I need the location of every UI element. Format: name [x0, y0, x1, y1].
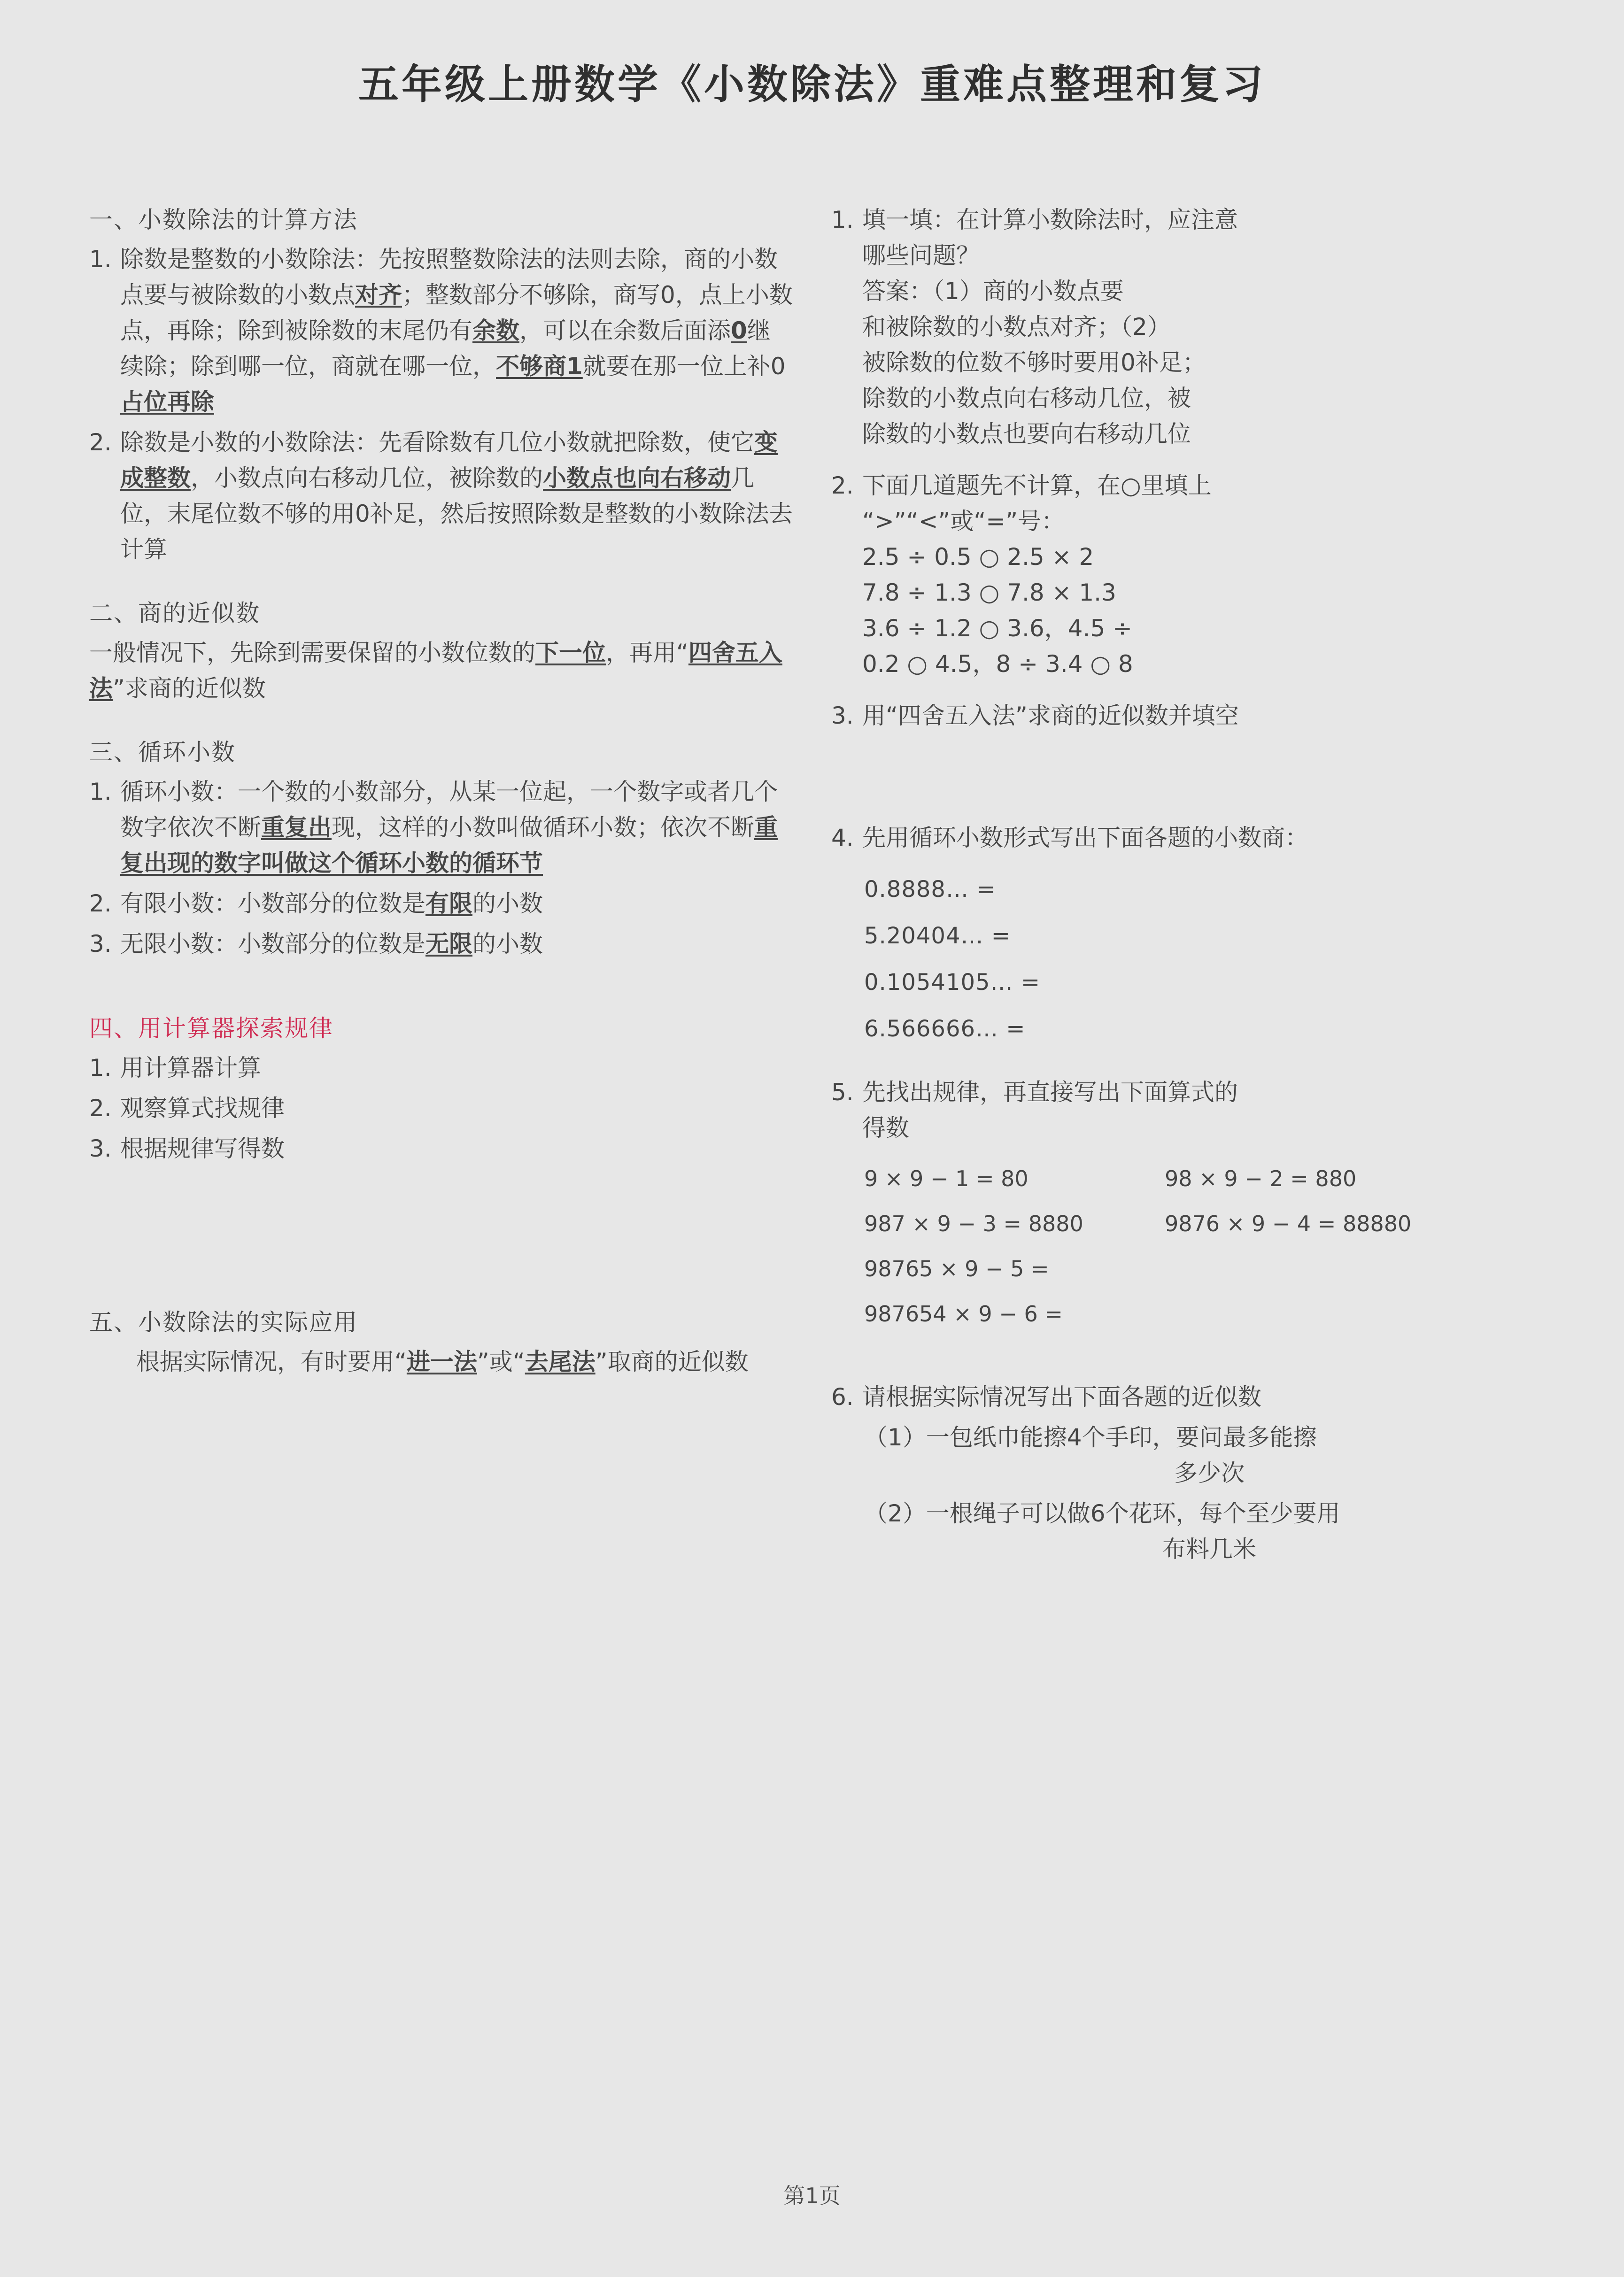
- equation-row: [831, 1208, 1554, 1241]
- text-run-underline: 重复出: [261, 814, 332, 841]
- text-run-underline: 去尾法: [525, 1348, 595, 1375]
- list-item: [831, 1074, 1554, 1146]
- item-text: [862, 1379, 1554, 1415]
- text-run: 有限小数：小数部分的位数是: [120, 890, 425, 917]
- section-5: [89, 1304, 794, 1380]
- text-line: 请根据实际情况写出下面各题的近似数: [862, 1383, 1261, 1411]
- item-number: 2.: [831, 472, 854, 499]
- item-number: 6.: [831, 1383, 854, 1411]
- section-2-heading: 二、商的近似数: [89, 600, 260, 627]
- text-line: 布料几米: [1162, 1536, 1256, 1563]
- item-number: 1.: [831, 206, 854, 233]
- item-number: 5.: [831, 1078, 854, 1106]
- section-4-heading: 四、用计算器探索规律: [89, 1015, 333, 1042]
- item-text: [120, 425, 794, 567]
- text-run: 则去除，商的小数点要与被除数的小数点: [120, 246, 778, 309]
- text-run: 就要在那一位上补: [582, 353, 771, 380]
- list-item: [831, 202, 1554, 452]
- equation: 9876 × 9 − 4 = 88880: [1165, 1211, 1412, 1236]
- text-run: 0: [770, 353, 786, 380]
- list-item: [89, 241, 794, 420]
- text-line: 和被除数的小数点对齐；（2）: [862, 313, 1171, 340]
- list-item: [89, 1131, 794, 1166]
- text-line: 答案：（1）商的小数点要: [862, 278, 1124, 305]
- text-run-underline: 下一位: [535, 639, 606, 666]
- section-5-paragraph: [89, 1344, 794, 1380]
- item-text: [862, 468, 1554, 682]
- text-run: 数点，再除；除到被除数的末尾仍有: [120, 281, 793, 344]
- list-item: [831, 1379, 1554, 1415]
- text-line: 填一填：在计算小数除法时，应注意: [862, 206, 1238, 233]
- item-text: [862, 202, 1554, 452]
- section-2-paragraph: [89, 635, 794, 706]
- text-run: 求商的近似数: [124, 675, 266, 702]
- item-text: [864, 1420, 1554, 1491]
- exercise-3: [831, 698, 1554, 733]
- text-run-underline: 余数: [472, 317, 519, 344]
- sub-list-item: [831, 1496, 1554, 1567]
- exercise-2: [831, 468, 1554, 682]
- text-run-underline: 进一法: [406, 1348, 477, 1375]
- text-run: 无限小数：小数部分的位数是: [120, 930, 425, 957]
- section-2: [89, 595, 794, 706]
- text-line: “>”“<”或“=”号：: [862, 508, 1065, 535]
- item-text: [862, 1074, 1554, 1146]
- section-3: [89, 734, 794, 962]
- section-1: [89, 202, 794, 567]
- left-column: [89, 202, 794, 1396]
- equation: 0.1054105… =: [864, 969, 1041, 996]
- exercise-6: [831, 1379, 1554, 1567]
- list-item: [831, 698, 1554, 733]
- text-run-underline: 0: [731, 317, 747, 344]
- text-run: 除数是小数的小数除法：先看除数有几位小数: [120, 429, 590, 456]
- text-line: （1）一包纸巾能擦4个手印，要问最多能擦: [864, 1424, 1317, 1451]
- equation: 5.20404… =: [864, 922, 1011, 949]
- item-text: 用计算器计算: [120, 1054, 261, 1081]
- item-text: [120, 926, 794, 962]
- list-item: [89, 774, 794, 881]
- text-run: 继续除；除到哪一位，: [120, 317, 771, 380]
- text-line: 2.5 ÷ 0.5 ○ 2.5 × 2: [862, 543, 1094, 571]
- text-run-underline: 变成整数: [120, 429, 778, 492]
- section-1-heading: 一、小数除法的计算方法: [89, 206, 358, 233]
- text-run-underline: 无限: [425, 930, 472, 957]
- text-line: 被除数的位数不够时要用0补足；: [862, 349, 1206, 376]
- text-run: 商就在哪一位，: [332, 353, 496, 380]
- equation: [1165, 1298, 1554, 1331]
- section-4: [89, 1011, 794, 1166]
- page-footer: 第1页: [783, 2183, 841, 2208]
- text-line: 3.6 ÷ 1.2 ○ 3.6，4.5 ÷: [862, 615, 1132, 642]
- equation: 98 × 9 − 2 = 880: [1165, 1166, 1357, 1191]
- exercise-1: [831, 202, 1554, 452]
- text-run: 起，一个数字或者几个数字依次不断: [120, 778, 778, 841]
- list-item: [89, 926, 794, 962]
- item-number: 3.: [89, 1135, 112, 1162]
- equation: 98765 × 9 − 5 =: [864, 1256, 1049, 1281]
- item-number: 2.: [89, 429, 112, 456]
- item-text: [120, 241, 794, 420]
- text-run-underline: 对齐: [355, 281, 402, 309]
- sub-list-item: [831, 1420, 1554, 1491]
- text-run: 的小数: [472, 890, 543, 917]
- list-item: [831, 468, 1554, 682]
- text-run: ；整数部分不够除，商写0，点上小: [402, 281, 769, 309]
- text-run: 除数是整数的小数除法去计算: [120, 500, 793, 563]
- list-item: [89, 1050, 794, 1086]
- text-line: （2）一根绳子可以做6个花环，每个至少要用: [864, 1500, 1340, 1528]
- equation-row: [831, 1298, 1554, 1331]
- text-run-underline: 小数点也向右移动: [543, 464, 731, 492]
- list-item: [89, 886, 794, 921]
- item-text: 先用循环小数形式写出下面各题的小数商：: [862, 824, 1308, 851]
- text-run: 右移动几位，被除数的: [308, 464, 543, 492]
- text-run-underline: 重复出现的数字叫做这个循环小数的循环节: [120, 814, 778, 877]
- text-run: ，小数点向: [191, 464, 308, 492]
- text-line: 除数的小数点也要向右移动几位: [862, 420, 1191, 448]
- item-text: [864, 1496, 1554, 1567]
- text-run: ”或“: [477, 1348, 525, 1375]
- item-number: 1.: [89, 1054, 112, 1081]
- item-number: 2.: [89, 890, 112, 917]
- text-run-underline: 不够商1: [496, 353, 583, 380]
- item-number: 4.: [831, 824, 854, 851]
- item-text: [120, 774, 794, 881]
- list-item: [831, 820, 1554, 856]
- text-line: 多少次: [1174, 1459, 1245, 1487]
- text-run: 的小数: [472, 930, 543, 957]
- text-run-underline: 四舍五入法: [89, 639, 782, 702]
- text-run: 现，这样的小数叫做循环小数；依次不断: [332, 814, 754, 841]
- text-run: 根据实际情况，有时要用“: [136, 1348, 407, 1375]
- exercise-4: [831, 820, 1554, 1046]
- exercise-5: [831, 1074, 1554, 1331]
- text-run: 除数是整数的小数除法：先按照整数除法的法: [120, 246, 590, 273]
- item-number: 1.: [89, 246, 112, 273]
- text-line: 先找出规律，再直接写出下面算式的: [862, 1078, 1238, 1106]
- equation: 987654 × 9 − 6 =: [864, 1301, 1063, 1327]
- item-text: 观察算式找规律: [120, 1095, 285, 1122]
- text-line: 哪些问题？: [862, 242, 980, 269]
- equation-row: [831, 1253, 1554, 1286]
- text-run: ，再用“: [606, 639, 688, 666]
- text-run: 几位，末尾位数不够的用0补足，然后按照: [120, 464, 754, 527]
- equation: 987 × 9 − 3 = 8880: [864, 1211, 1083, 1236]
- equation: [1165, 1253, 1554, 1286]
- text-run-underline: 占位再除: [120, 388, 214, 416]
- right-column: [831, 202, 1554, 1583]
- section-5-heading: 五、小数除法的实际应用: [89, 1309, 358, 1336]
- list-item: [89, 425, 794, 567]
- text-line: 除数的小数点向右移动几位，被: [862, 385, 1191, 412]
- item-number: 1.: [89, 778, 112, 805]
- text-run-underline: 有限: [425, 890, 472, 917]
- text-line: 得数: [862, 1114, 909, 1142]
- text-run: 循环小数：一个数的小数部分，从某一位: [120, 778, 543, 805]
- page-title: 五年级上册数学《小数除法》重难点整理和复习: [358, 61, 1266, 108]
- item-number: 3.: [831, 702, 854, 729]
- equation: 6.566666… =: [864, 1015, 1026, 1042]
- item-number: 2.: [89, 1095, 112, 1122]
- equation: 0.8888… =: [864, 876, 996, 903]
- item-number: 3.: [89, 930, 112, 957]
- equation: 9 × 9 − 1 = 80: [864, 1166, 1029, 1191]
- text-line: 7.8 ÷ 1.3 ○ 7.8 × 1.3: [862, 579, 1116, 606]
- text-run: ”取商的近似数: [595, 1348, 749, 1375]
- text-run: ，可以在余数后面添: [519, 317, 731, 344]
- text-line: 下面几道题先不计算，在○里填上: [862, 472, 1212, 499]
- text-run: ”: [113, 675, 125, 702]
- item-text: [120, 886, 794, 921]
- item-text: 根据规律写得数: [120, 1135, 285, 1162]
- text-run: 就把除数，使它: [590, 429, 754, 456]
- item-text: 用“四舍五入法”求商的近似数并填空: [862, 702, 1239, 729]
- equation-row: [831, 1163, 1554, 1196]
- list-item: [89, 1090, 794, 1126]
- text-line: 0.2 ○ 4.5，8 ÷ 3.4 ○ 8: [862, 650, 1133, 678]
- text-run: 一般情况下，先除到需要保留的小数位数的: [89, 639, 535, 666]
- section-3-heading: 三、循环小数: [89, 739, 236, 766]
